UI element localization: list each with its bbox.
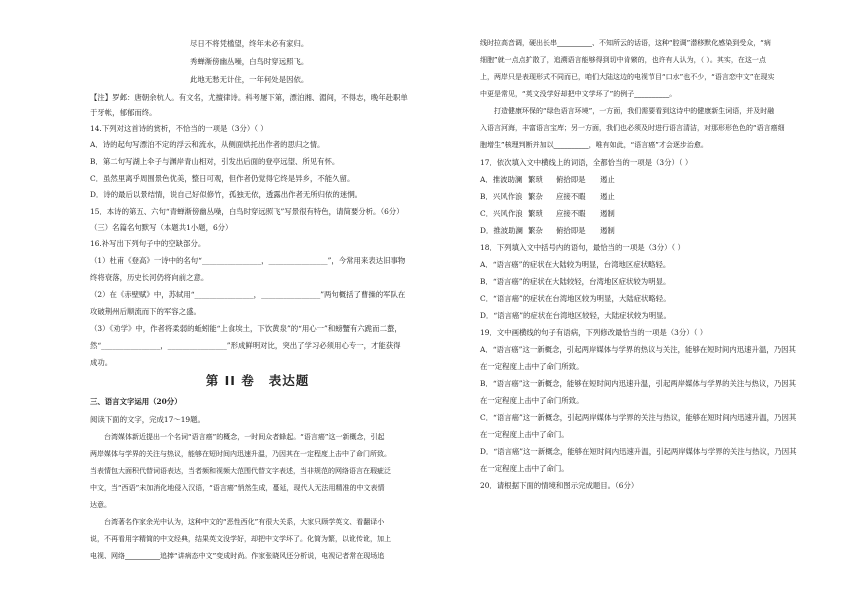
q18-option-d: D．“语言癌”的症状在台湾地区较轻，大陆症状较为明显。 xyxy=(480,311,671,320)
passage-line: 电视、网络__________追捧“讲病态中文”变成时尚。作家张晓风还分析说，电视记者常在现场追 xyxy=(90,552,385,560)
poem-note: 【注】罗邺：唐朝余杭人。有文名，尤擅律诗。科考屡下第，漂泊湘、湄间，不得志，晚年赴职单 xyxy=(90,93,408,102)
poem-line: 秀蝉渐傍幽丛噪，白鸟时穿远照飞。 xyxy=(190,57,309,66)
poem-line: 尽日不将凭槛望，终年未必有家归。 xyxy=(190,39,309,48)
q14-option-c: C．虽然里离乎周围景色优美，整日可观，但作者仍觉得它终是异乡，不能久留。 xyxy=(90,174,355,183)
q16-item: 成功。 xyxy=(90,358,113,367)
q17-option-a: A．推波助澜 繁琐 俯拾即是 遏止 xyxy=(480,175,615,184)
language-section-heading: 三、语言文字运用（20分） xyxy=(90,397,182,406)
passage-line: 台湾媒体新近提出一个名词“语言癌”的概念，一时间众者蜂起。“语言癌”这一新概念，引起 xyxy=(104,433,385,441)
passage-line: 中文，当“西语”未加消化地侵入汉语，“语言癌”悄然生成，蔓延，现代人无法用精准的中文表情 xyxy=(90,484,385,492)
q18-option-a: A．“语言癌”的症状在大陆较为明显，台湾地区症状略轻。 xyxy=(480,260,671,269)
passage-line: 中更是常见，“英文没学好却把中文学坏了”的例子__________。 xyxy=(480,90,677,98)
q19-option-d: D．“语言癌”这一新概念，能够在短时间内迅速升温，引起两岸媒体与学界的关注与热议，乃因其 xyxy=(480,447,797,456)
q19-option-c: C．“语言癌”这一新概念，引起两岸媒体与学界的关注与热议，能够在短时间内迅速升温，乃因其 xyxy=(480,413,797,422)
passage-line: 打造健康环保的“绿色语言环境”，一方面，我们需要看到这诗中的健康新生词语，并及时融 xyxy=(494,107,775,115)
q16-item: 终将衰落，历史长河仍将向前之意。 xyxy=(90,273,209,282)
passage-line: 上，两岸只是表现形式不同而已，咱们大陆这边的电视节目“口水”也不少，“语言恋中文”在现实 xyxy=(480,73,775,81)
passage-line: 说，不再看用字精简的中文经典，结果英文没学好，却把中文学坏了。化简为繁，以讹传讹，加上 xyxy=(90,535,391,543)
q19-option-a-cont: 在一定程度上击中了命门所致。 xyxy=(480,362,584,371)
question-15: 15．本诗的第五、六句“青蝉渐傍幽丛噪，白鸟时穿远照飞”写景很有特色，请简要分析。（6分） xyxy=(90,207,404,216)
passage-line: 当表情包大面积代替词语表达，当者频和视频大范围代替文字表述，当非规范的网络语言在瑕疵泛 xyxy=(90,467,391,475)
passage-line: 达意。 xyxy=(90,501,111,509)
q18-option-b: B．“语言癌”的症状在大陆较轻，台湾地区症状较为明显。 xyxy=(480,277,671,286)
q17-option-b: B．兴风作浪 繁杂 应接不暇 遏止 xyxy=(480,192,615,201)
q16-item: 攻破荆州后顺流而下的军容之盛。 xyxy=(90,307,201,316)
question-18: 18．下列填入文中括号内的语句，最恰当的一项是（3分）（ ） xyxy=(480,243,685,252)
passage-line: 线时拉高音调，硬出长串__________、不知所云的话语，这种“腔调”潜移默化感染到受众，“病 xyxy=(480,39,771,47)
question-19: 19．文中画横线的句子有语病，下列修改最恰当的一项是（3分）（ ） xyxy=(480,328,708,337)
passage-line: 入语言河海，丰富语言宝库；另一方面，我们也必须及时进行语言清洁，对那形形色色的“语言癌细 xyxy=(480,124,785,132)
q19-option-b-cont: 在一定程度上击中了命门所致。 xyxy=(480,396,584,405)
question-20: 20．请根据下面的情境和图示完成题目。（6分） xyxy=(480,481,639,490)
q14-option-b: B．第二句写湖上伞子与渊岸青山相对，引发出后面的登亭远望、所见有怀。 xyxy=(90,157,340,166)
question-14: 14.下列对这首诗的赏析，不恰当的一项是（3分）（ ） xyxy=(90,124,268,133)
passage-line: 胞增生”核理判断并加以__________，唯有如此，“语言癌”才会逐步治愈。 xyxy=(480,141,708,149)
q14-option-d: D．诗的最后以景结情，说自己好似修竹，孤独无依，透露出作者无所归依的迷惘。 xyxy=(90,190,362,199)
question-16: 16.补写出下列句子中的空缺部分。 xyxy=(90,239,206,248)
q19-option-b: B．“语言癌”这一新概念，能够在短时间内迅速升温，引起两岸媒体与学界的关注与热议，乃因其 xyxy=(480,379,797,388)
q16-item: 然“________________，________________”形成鲜明对比，突出了学习必须用心专一，才能获得 xyxy=(90,341,401,350)
passage-line: 细胞”就一点点扩散了，追溯语言能够得到切中肯綮的，也许有人认为，（ ）。其实，在这一点 xyxy=(480,56,766,64)
section-3-heading: （三）名篇名句默写（本题共1小题，6分） xyxy=(90,223,233,232)
q17-option-c: C．兴风作浪 繁琐 应接不暇 遏制 xyxy=(480,209,615,218)
q16-item: （1）杜甫《登高》一诗中的名句“________________，________________”，今常用来表达旧事物 xyxy=(90,256,406,265)
q18-option-c: C．“语言癌”的症状在台湾地区较为明显，大陆症状略轻。 xyxy=(480,294,671,303)
reading-intro: 阅读下面的文字，完成17～19题。 xyxy=(90,415,205,424)
passage-line-underlined: 两岸媒体与学界的关注与热议，能够在短时间内迅速升温，乃因其在一定程度上击中了命门所致。 xyxy=(90,450,391,458)
q16-item: （3）《劝学》中，作者将柔弱的蚯蚓能“上食埃土，下饮黄泉”的“用心一”和螃蟹有六跪而二螯， xyxy=(90,324,402,333)
passage-line: 台湾著名作家余光中认为，这种中文的“恶性西化”有很大关系，大家只顾学英文、看翻译小 xyxy=(104,518,385,526)
question-17: 17．依次填入文中横线上的词语，全都恰当的一项是（3分）（ ） xyxy=(480,158,693,167)
q14-option-a: A．诗的起句写漂泊不定的浮云和流水，从侧面烘托出作者的思归之情。 xyxy=(90,140,325,149)
poem-note: 于牙帐，郁郁而终。 xyxy=(90,108,157,117)
q19-option-a: A．“语言癌”这一新概念，引起两岸媒体与学界的热议与关注，能够在短时间内迅速升温，乃因其 xyxy=(480,345,796,354)
q19-option-d-cont: 在一定程度上击中了命门。 xyxy=(480,464,569,473)
poem-line: 此地无愁无计住，一年何处是因依。 xyxy=(190,75,309,84)
q19-option-c-cont: 在一定程度上击中了命门。 xyxy=(480,430,569,439)
q16-item: （2）在《赤壁赋》中，苏轼用“________________，________________”两句概括了曹操的军队在 xyxy=(90,290,406,299)
part-2-title: 第 II 卷 表达题 xyxy=(205,373,310,388)
q17-option-d: D．推波助澜 繁杂 俯拾即是 遏制 xyxy=(480,226,615,235)
